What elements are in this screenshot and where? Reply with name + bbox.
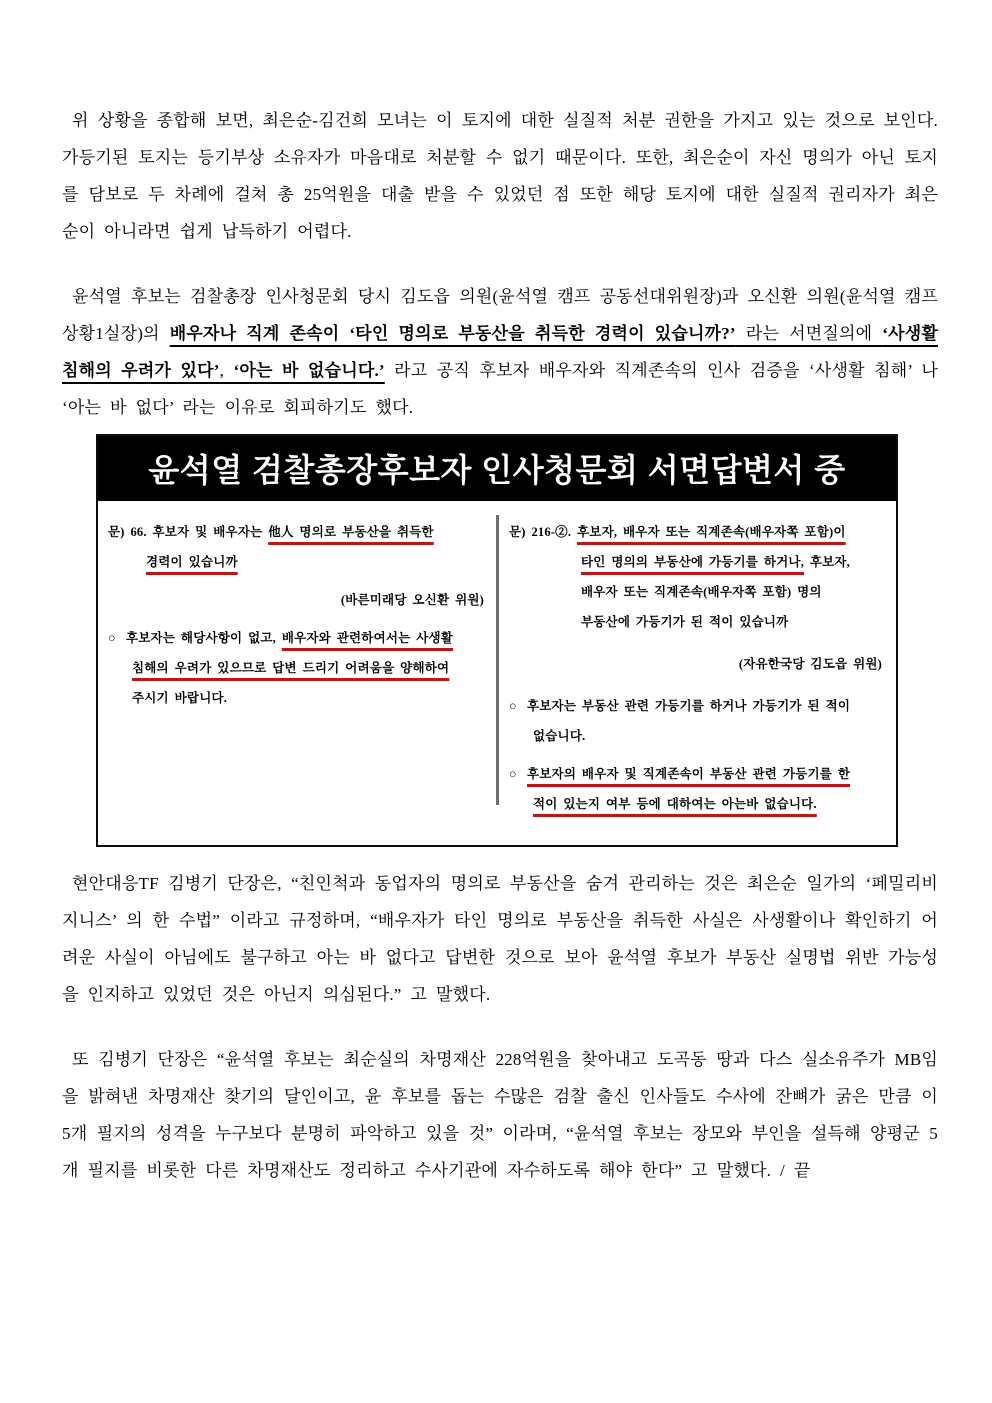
question-216-attribution: (자유한국당 김도읍 위원) [738, 657, 882, 671]
question-66-attribution: (바른미래당 오신환 위원) [340, 593, 484, 607]
question-216-red-underline-2: 타인 명의의 부동산에 가등기를 하거나, [581, 555, 805, 569]
question-216-prefix: 문) 216-②. [509, 525, 578, 539]
paragraph-kim-byung-gi-closing [62, 1041, 938, 1189]
question-216-text: 배우자 또는 직계존속(배우자쪽 포함) 명의 [581, 585, 822, 599]
question-216-red-underline-1: 후보자, 배우자 또는 직계존속(배우자쪽 포함)이 [577, 525, 846, 539]
paragraph-hearing-evasion [62, 278, 938, 426]
question-216-line-4 [509, 607, 890, 637]
question-66-red-underline-2: 경력이 있습니까 [146, 555, 238, 569]
answer-66-red-underline-1: 배우자와 관련하여서는 사생활 [281, 631, 454, 645]
question-216-line-3 [509, 577, 890, 607]
emphasized-answer-quote-2: ‘아는 바 없습니다.’ [233, 361, 385, 380]
underlined-comma: , [219, 361, 234, 380]
answer-216-item-2-line-2 [509, 789, 890, 819]
question-66-column [104, 515, 496, 819]
question-66-line-2 [108, 547, 492, 577]
answer-66-line-1 [108, 623, 492, 653]
answer-216-red-underline-1: 후보자의 배우자 및 직계존속이 부동산 관련 가등기를 한 [527, 767, 851, 781]
question-66-red-underline-1: 他人 명의로 부동산을 취득한 [268, 525, 434, 539]
paragraph-text: 윤석열 후보는 검찰총장 인사청문회 당시 김도읍 의원(윤석열 캠프 공동선대위원장)과 오신환 의원(윤석열 캠프 상황1실장)의 [62, 287, 938, 343]
answer-66-tail: 주시기 바랍니다. [132, 691, 228, 705]
answer-216-text: 없습니다. [533, 729, 586, 743]
panel-title: 윤석열 검찰총장후보자 인사청문회 서면답변서 중 [98, 436, 896, 501]
answer-66-line-3 [108, 683, 492, 713]
question-216-line-1 [509, 517, 890, 547]
paragraph-kim-byung-gi-statement [62, 865, 938, 1013]
panel-body [98, 501, 896, 845]
answer-66-text: 후보자는 해당사항이 없고, [126, 631, 282, 645]
answer-216-item-1-line-1 [509, 691, 890, 721]
answer-216-item-2-line-1 [509, 759, 890, 789]
underlined-connector: 라는 서면질의에 [735, 324, 883, 343]
answer-bullet-icon: ○ [108, 631, 116, 645]
paragraph-text: 또 김병기 단장은 “윤석열 후보는 최순실의 차명재산 228억원을 찾아내고 도곡동 땅과 다스 실소유주가 MB임을 밝혀낸 차명재산 찾기의 달인이고, 윤 후보를 돕는 수많은 검찰 출신 인사들도 수사에 잔뼈가 굵은 만큼 이 5개 필지의 성격을 누구보다 분명히 파악하고 있을 것” 이라며, “윤석열 후보는 장모와 부인을 설득해 양평군 5개 필지를 비롯한 다른 차명재산도 정리하고 수사기관에 자수하도록 해야 한다” 고 말했다. / 끝 [62, 1050, 938, 1180]
question-66-prefix: 문) 66. 후보자 및 배우자는 [108, 525, 269, 539]
answer-216-red-underline-2: 적이 있는지 여부 등에 대하여는 아는바 없습니다. [533, 797, 817, 811]
answer-66-line-2 [108, 653, 492, 683]
answer-216-item-1-line-2 [509, 721, 890, 751]
answer-bullet-icon: ○ [509, 767, 517, 781]
question-216-column [499, 515, 892, 819]
paragraph-land-rights [62, 102, 938, 250]
question-66-line-1 [108, 517, 492, 547]
paragraph-text: 위 상황을 종합해 보면, 최은순-김건희 모녀는 이 토지에 대한 실질적 처분 권한을 가지고 있는 것으로 보인다. 가등기된 토지는 등기부상 소유자가 마음대로 처분할 수 없기 때문이다. 또한, 최은순이 자신 명의가 아닌 토지를 담보로 두 차례에 걸쳐 총 25억원을 대출 받을 수 있었던 점 또한 해당 토지에 대한 실질적 권리자가 최은순이 아니라면 쉽게 납득하기 어렵다. [62, 111, 938, 241]
question-216-line-2-tail: 후보자, [804, 555, 851, 569]
question-216-line-2 [509, 547, 890, 577]
emphasized-answer-quote-1: ‘사생활 침해의 우려가 있다’ [62, 324, 938, 380]
answer-216-text: 후보자는 부동산 관련 가등기를 하거나 가등기가 된 적이 [527, 699, 851, 713]
question-216-text: 부동산에 가등기가 된 적이 있습니까 [581, 615, 789, 629]
hearing-written-answer-panel [96, 434, 898, 847]
answer-66-red-underline-2: 침해의 우려가 있으므로 답변 드리기 어려움을 양해하여 [132, 661, 450, 675]
answer-bullet-icon: ○ [509, 699, 517, 713]
paragraph-text: 현안대응TF 김병기 단장은, “친인척과 동업자의 명의로 부동산을 숨겨 관리하는 것은 최은순 일가의 ‘페밀리비지니스’ 의 한 수법” 이라고 규정하며, “배우자가 타인 명의로 부동산을 취득한 사실은 사생활이나 확인하기 어려운 사실이 아님에도 불구하고 아는 바 없다고 답변한 것으로 보아 윤석열 후보가 부동산 실명법 위반 가능성을 인지하고 있었던 것은 아닌지 의심된다.” 고 말했다. [62, 874, 938, 1004]
paragraph-text: 라고 공직 후보자 배우자와 직계존속의 인사 검증을 ‘사생활 침해’ 나 ‘아는 바 없다’ 라는 이유로 회피하기도 했다. [62, 361, 938, 417]
emphasized-question-quote: 배우자나 직계 존속이 ‘타인 명의로 부동산을 취득한 경력이 있습니까?’ [169, 324, 736, 343]
